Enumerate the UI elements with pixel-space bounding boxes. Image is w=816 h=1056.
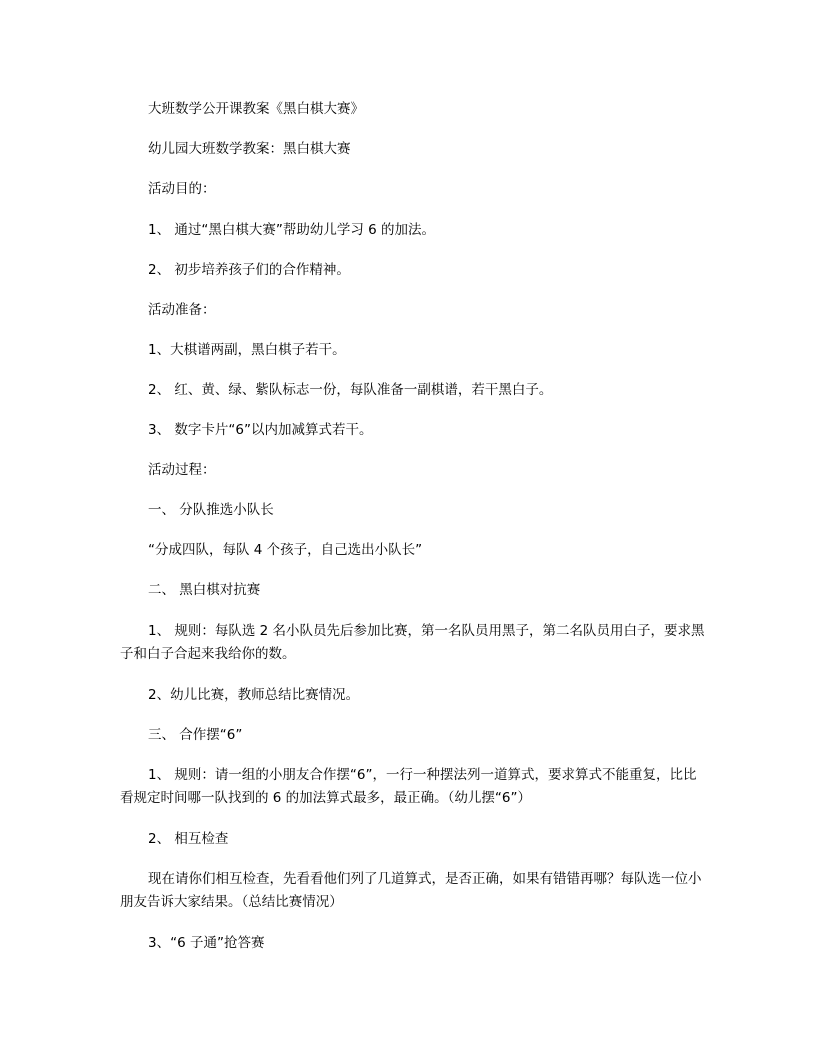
preparation-item-3: 3、 数字卡片“6”以内加减算式若干。 <box>148 422 373 438</box>
document-subtitle: 幼儿园大班数学教案：黑白棋大赛 <box>148 141 351 157</box>
preparation-item-1: 1、大棋谱两副，黑白棋子若干。 <box>148 342 346 358</box>
process-step-3-check-heading: 2、 相互检查 <box>148 831 229 847</box>
process-step-2-summary: 2、幼儿比赛，教师总结比赛情况。 <box>148 687 360 703</box>
document-title: 大班数学公开课教案《黑白棋大赛》 <box>148 101 364 117</box>
section-heading-preparation: 活动准备： <box>148 302 216 318</box>
process-step-3-rule: 1、 规则：请一组的小朋友合作摆“6”，一行一种摆法列一道算式，要求算式不能重复，比比看规定时间哪一队找到的 6 的加法算式最多，最正确。（幼儿摆“6”） <box>120 767 697 806</box>
process-step-3-quiz-heading: 3、“6 子通”抢答赛 <box>148 935 265 951</box>
objective-item-1: 1、 通过“黑白棋大赛”帮助幼儿学习 6 的加法。 <box>148 222 436 238</box>
process-step-3-heading: 三、 合作摆“6” <box>148 727 243 743</box>
process-step-1-text: “分成四队，每队 4 个孩子，自己选出小队长” <box>148 542 423 558</box>
section-heading-objectives: 活动目的： <box>148 181 216 197</box>
section-heading-process: 活动过程： <box>148 462 216 478</box>
process-step-3-check-text: 现在请你们相互检查，先看看他们列了几道算式，是否正确，如果有错错再哪？每队选一位小朋友告诉大家结果。（总结比赛情况） <box>120 871 702 910</box>
process-step-1-heading: 一、 分队推选小队长 <box>148 502 274 518</box>
process-step-2-rule: 1、 规则：每队选 2 名小队员先后参加比赛，第一名队员用黑子，第二名队员用白子，要求黑子和白子合起来我给你的数。 <box>120 623 705 662</box>
process-step-2-heading: 二、 黑白棋对抗赛 <box>148 582 261 598</box>
objective-item-2: 2、 初步培养孩子们的合作精神。 <box>148 262 350 278</box>
preparation-item-2: 2、 红、黄、绿、紫队标志一份，每队准备一副棋谱，若干黑白子。 <box>148 382 553 398</box>
